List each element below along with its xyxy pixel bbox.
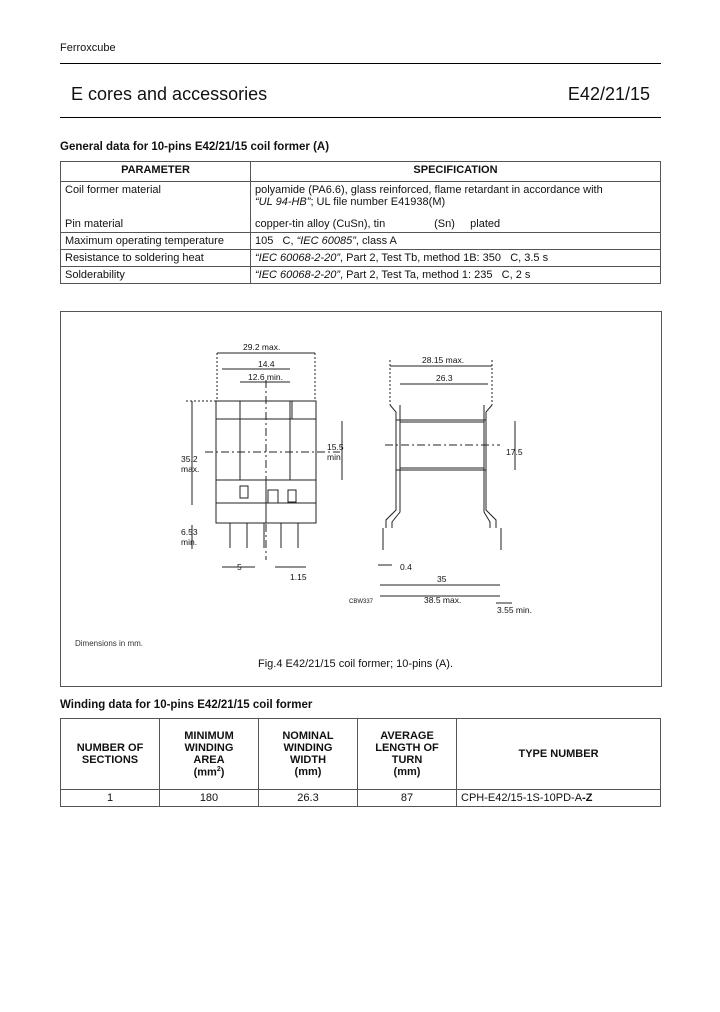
dim-label: 17.5	[506, 447, 523, 457]
dim-label: 5	[237, 562, 242, 572]
param-cell: Resistance to soldering heat	[61, 250, 251, 267]
col-length: AVERAGE LENGTH OF TURN (mm)	[358, 719, 457, 790]
spec-cell: polyamide (PA6.6), glass reinforced, flame retardant in accordance with “UL 94-HB”; UL file number E41938(M)	[251, 182, 661, 217]
part-number-title: E42/21/15	[567, 84, 650, 104]
dim-label: 1.15	[290, 572, 307, 582]
type-number-cell: CPH-E42/15-1S-10PD-A-Z	[457, 790, 661, 807]
spec-cell: 105 C, “IEC 60085”, class A	[251, 233, 661, 250]
dim-label: 6.53	[181, 527, 198, 537]
dim-label: 3.55 min.	[497, 605, 532, 615]
dim-label: 38.5 max.	[424, 595, 462, 605]
drawing-code: CBW337	[349, 599, 374, 605]
table-header-row	[61, 719, 661, 790]
col-type-number: TYPE NUMBER	[457, 719, 661, 790]
dim-label: 28.15 max.	[422, 355, 465, 365]
winding-data-table	[60, 718, 661, 807]
col-specification: SPECIFICATION	[251, 162, 661, 182]
dim-label: 14.4	[258, 359, 275, 369]
dimensions-note: Dimensions in mm.	[75, 639, 144, 648]
winding-data-heading: Winding data for 10-pins E42/21/15 coil former	[60, 699, 313, 711]
dim-label: min.	[327, 452, 344, 462]
dim-label: 15.5	[327, 442, 344, 452]
dim-label: 12.6 min.	[248, 372, 283, 382]
param-cell: Maximum operating temperature	[61, 233, 251, 250]
dim-label: 35	[437, 574, 447, 584]
general-data-heading: General data for 10-pins E42/21/15 coil former (A)	[60, 141, 330, 153]
spec-cell: “IEC 60068-2-20”, Part 2, Test Tb, method 1B: 350 C, 3.5 s	[251, 250, 661, 267]
dim-label: 29.2 max.	[243, 342, 281, 352]
page-title: E cores and accessories	[71, 84, 268, 104]
col-parameter: PARAMETER	[61, 162, 251, 182]
param-cell: Solderability	[61, 267, 251, 284]
col-area: MINIMUM WINDING AREA $(mm^2)$	[160, 719, 259, 790]
dim-label: min.	[181, 537, 198, 547]
dim-label: 35.2	[181, 454, 198, 464]
col-width: NOMINAL WINDING WIDTH (mm)	[259, 719, 358, 790]
table-row	[61, 790, 661, 807]
col-sections: NUMBER OF SECTIONS	[61, 719, 160, 790]
side-view	[378, 360, 515, 603]
param-cell: Coil former material	[61, 182, 251, 217]
param-cell: Pin material	[61, 216, 251, 233]
spec-cell: copper-tin alloy (CuSn), tin (Sn) plated	[251, 216, 661, 233]
brand-name: Ferroxcube	[60, 42, 116, 54]
sections-cell: 1	[61, 790, 160, 807]
figure-caption: Fig.4 E42/21/15 coil former; 10-pins (A).	[258, 658, 454, 670]
area-cell: 180	[160, 790, 259, 807]
front-view	[186, 353, 342, 567]
spec-cell: “IEC 60068-2-20”, Part 2, Test Ta, method 1: 235 C, 2 s	[251, 267, 661, 284]
width-cell: 26.3	[259, 790, 358, 807]
dim-label: 0.4	[400, 562, 412, 572]
dim-label: max.	[181, 464, 200, 474]
length-cell: 87	[358, 790, 457, 807]
dim-label: 26.3	[436, 373, 453, 383]
